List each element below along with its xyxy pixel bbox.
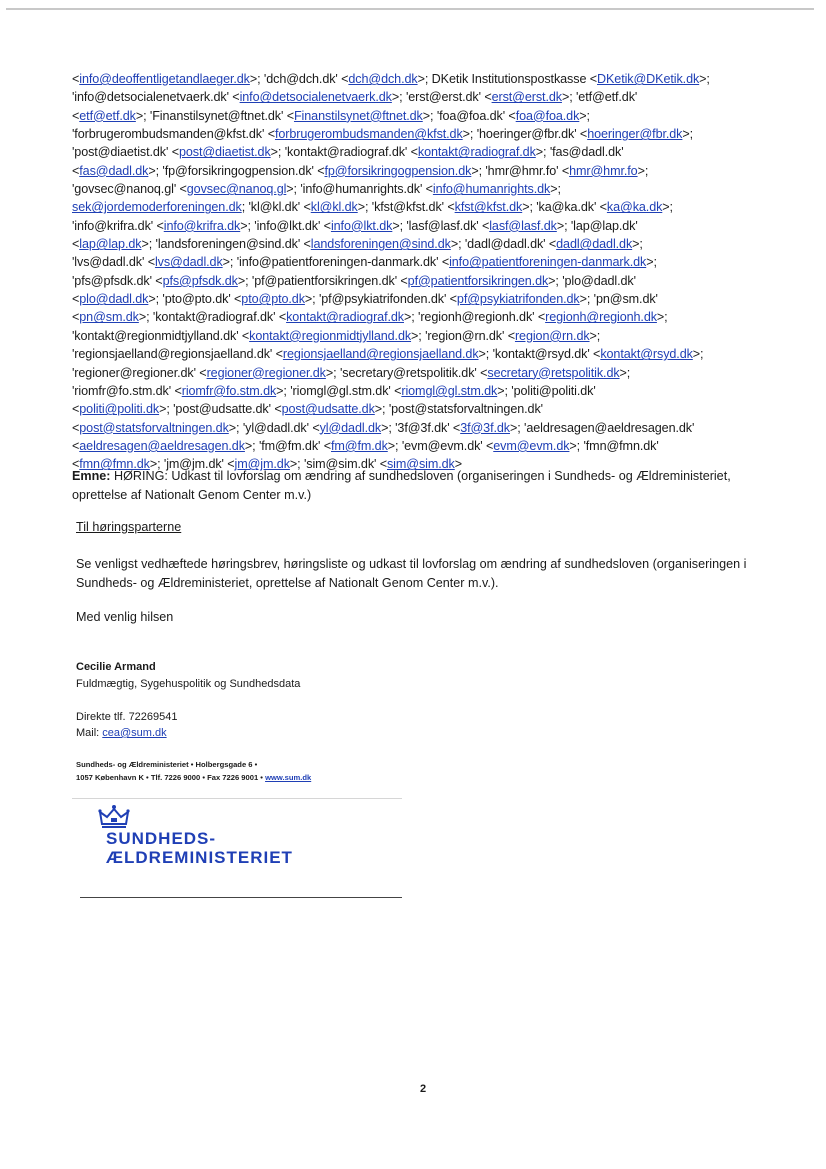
recipient-email-link[interactable]: sek@jordemoderforeningen.dk (72, 200, 242, 215)
recipient-text: >; 'plo@dadl.dk' (548, 273, 636, 288)
recipient-list (72, 70, 772, 474)
recipient-text: 'kontakt@regionmidtjylland.dk' < (72, 328, 250, 343)
closing-line: Med venlig hilsen (76, 610, 174, 624)
recipient-text: >; 'post@udsatte.dk' < (159, 402, 282, 417)
recipient-line (72, 364, 772, 382)
recipient-text: < (72, 402, 80, 417)
recipient-line (72, 107, 772, 125)
recipient-text: >; 'etf@etf.dk' (561, 90, 638, 105)
top-rule (6, 8, 814, 10)
recipient-text: >; 'lap@lap.dk' (556, 218, 638, 233)
website-link[interactable]: www.sum.dk (265, 773, 312, 782)
recipient-email-link[interactable]: lvs@dadl.dk (154, 255, 223, 270)
recipient-line (72, 253, 772, 271)
recipient-email-link[interactable]: info@krifra.dk (163, 218, 241, 233)
subject-label: Emne: (72, 469, 111, 483)
recipient-text: >; 'region@rn.dk' < (411, 328, 515, 343)
recipient-text: >; (682, 127, 694, 142)
recipient-text: >; 'hmr@hmr.fo' < (471, 163, 570, 178)
recipient-email-link[interactable]: dch@dch.dk (348, 72, 418, 86)
logo-text-line-2: ÆLDREMINISTERIET (106, 848, 293, 867)
recipient-email-link[interactable]: plo@dadl.dk (79, 292, 149, 307)
recipient-line (72, 308, 772, 326)
recipient-email-link[interactable]: pn@sm.dk (79, 310, 139, 325)
recipient-text: >; 'pf@patientforsikringen.dk' < (237, 273, 408, 288)
recipient-text: 'regioner@regioner.dk' < (72, 365, 207, 380)
recipient-text: 'info@detsocialenetvaerk.dk' < (72, 90, 240, 105)
recipient-email-link[interactable]: post@statsforvaltningen.dk (79, 420, 229, 435)
recipient-email-link[interactable]: DKetik@DKetik.dk (597, 72, 700, 86)
recipient-email-link[interactable]: lap@lap.dk (79, 237, 142, 252)
recipient-text: >; 'kontakt@rsyd.dk' < (478, 347, 601, 362)
recipient-text: >; 'pn@sm.dk' (579, 292, 658, 307)
subject-text: HØRING: Udkast til lovforslag om ændring af sundhedsloven (organiseringen i Sundheds- og Ældreministeriet, oprettelse af Nationalt Genom Center m.v.) (72, 469, 731, 502)
recipient-text: > (454, 457, 463, 472)
signature-mail-label: Mail: (76, 727, 103, 739)
recipient-text: >; 'sim@sim.dk' < (289, 457, 387, 472)
recipient-text: >; 'dadl@dadl.dk' < (450, 237, 557, 252)
email-subject (72, 467, 782, 504)
crown-icon (96, 804, 132, 830)
recipient-text: 'regionsjaelland@regionsjaelland.dk' < (72, 347, 283, 362)
signature-phone: Direkte tlf. 72269541 (76, 711, 178, 723)
address-line-1: Sundheds- og Ældreministeriet • Holbergsgade 6 • (76, 760, 258, 769)
recipient-email-link[interactable]: regionsjaelland@regionsjaelland.dk (282, 347, 479, 362)
recipient-email-link[interactable]: secretary@retspolitik.dk (487, 365, 620, 380)
recipient-email-link[interactable]: dadl@dadl.dk (556, 237, 633, 252)
recipient-text: >; 'jm@jm.dk' < (149, 457, 235, 472)
signature-mail-link[interactable]: cea@sum.dk (102, 727, 167, 739)
recipient-line (72, 88, 772, 106)
recipient-email-link[interactable]: info@humanrights.dk (432, 182, 551, 197)
recipient-email-link[interactable]: pf@patientforsikringen.dk (407, 273, 549, 288)
recipient-email-link[interactable]: fm@fm.dk (331, 438, 388, 453)
logo-text-line-1: SUNDHEDS- (106, 829, 217, 848)
recipient-email-link[interactable]: kontakt@radiograf.dk (286, 310, 404, 325)
recipient-email-link[interactable]: politi@politi.dk (79, 402, 160, 417)
recipient-text: < (72, 457, 80, 472)
body-paragraph: Se venligst vedhæftede høringsbrev, høringsliste og udkast til lovforslag om ændring af sundhedsloven (organiseringen i Sundheds- og Ældreministeriet, oprettelse af Nationalt Genom Center m.v.). (76, 557, 747, 590)
recipient-email-link[interactable]: info@detsocialenetvaerk.dk (239, 90, 392, 105)
recipient-email-link[interactable]: fp@forsikringogpension.dk (324, 163, 472, 178)
recipient-email-link[interactable]: pf@psykiatrifonden.dk (456, 292, 580, 307)
recipient-text: >; 'pf@psykiatrifonden.dk' < (304, 292, 457, 307)
recipient-text: >; 'post@statsforvaltningen.dk' (374, 402, 543, 417)
recipient-text: < (72, 420, 80, 435)
recipient-text: >; 'politi@politi.dk' (497, 383, 596, 398)
recipient-line (72, 437, 772, 455)
logo-divider (72, 798, 402, 799)
signature-mail (76, 727, 167, 739)
recipient-text: < (72, 237, 80, 252)
recipient-text: >; (550, 182, 561, 197)
recipient-email-link[interactable]: Finanstilsynet@ftnet.dk (293, 108, 423, 123)
recipient-text: >; (619, 365, 631, 380)
address-line-2-text: 1057 København K • Tlf. 7226 9000 • Fax 7226 9001 • (76, 773, 266, 782)
recipient-email-link[interactable]: govsec@nanoq.gl (186, 182, 287, 197)
recipient-text: 'forbrugerombudsmanden@kfst.dk' < (72, 127, 275, 142)
recipient-email-link[interactable]: kontakt@regionmidtjylland.dk (249, 328, 412, 343)
recipient-text: < (72, 438, 80, 453)
recipient-line (72, 327, 772, 345)
recipient-line (72, 419, 772, 437)
recipient-email-link[interactable]: landsforeningen@sind.dk (310, 237, 451, 252)
recipient-text: >; 'kontakt@radiograf.dk' < (270, 145, 418, 160)
recipient-line (72, 70, 772, 88)
address-line-2 (76, 773, 311, 782)
recipient-email-link[interactable]: fas@dadl.dk (79, 163, 149, 178)
recipient-email-link[interactable]: info@deoffentligetandlaeger.dk (79, 72, 250, 86)
recipient-line (72, 217, 772, 235)
recipient-text: 'riomfr@fo.stm.dk' < (72, 383, 182, 398)
recipient-text: 'post@diaetist.dk' < (72, 145, 179, 160)
recipient-text: >; (589, 328, 601, 343)
recipient-text: >; 'lasf@lasf.dk' < (392, 218, 490, 233)
signature-name: Cecilie Armand (76, 661, 156, 673)
recipient-email-link[interactable]: info@lkt.dk (330, 218, 393, 233)
recipient-text: 'lvs@dadl.dk' < (72, 255, 155, 270)
recipient-line (72, 143, 772, 161)
recipient-email-link[interactable]: yl@dadl.dk (319, 420, 382, 435)
recipient-text: >; 'hoeringer@fbr.dk' < (462, 127, 588, 142)
recipient-email-link[interactable]: ka@ka.dk (606, 200, 663, 215)
recipient-text: < (72, 292, 80, 307)
recipient-text: >; (632, 237, 643, 252)
recipient-text: >; (579, 108, 590, 123)
recipient-line (72, 180, 772, 198)
recipient-text: >; (662, 200, 673, 215)
recipient-text: >; 'dch@dch.dk' < (249, 72, 349, 86)
signature-title: Fuldmægtig, Sygehuspolitik og Sundhedsdata (76, 678, 301, 690)
recipient-email-link[interactable]: lasf@lasf.dk (489, 218, 557, 233)
bottom-rule (80, 897, 402, 898)
recipient-email-link[interactable]: erst@erst.dk (491, 90, 562, 105)
recipient-email-link[interactable]: sim@sim.dk (386, 457, 455, 472)
recipient-text: >; 'ka@ka.dk' < (522, 200, 607, 215)
page-number: 2 (420, 1083, 427, 1095)
recipient-text: >; 'fas@dadl.dk' (535, 145, 624, 160)
recipient-line (72, 290, 772, 308)
recipient-text: >; 'fmn@fmn.dk' (569, 438, 659, 453)
recipient-email-link[interactable]: aeldresagen@aeldresagen.dk (79, 438, 245, 453)
recipient-line (72, 345, 772, 363)
recipient-email-link[interactable]: regioner@regioner.dk (206, 365, 326, 380)
recipient-text: >; (699, 72, 710, 86)
recipient-text: >; (692, 347, 704, 362)
recipient-email-link[interactable]: foa@foa.dk (515, 108, 580, 123)
recipient-text: >; 'aeldresagen@aeldresagen.dk' (509, 420, 695, 435)
recipient-text: 'pfs@pfsdk.dk' < (72, 273, 163, 288)
recipient-text: >; 'regionh@regionh.dk' < (403, 310, 546, 325)
recipient-text: >; 'landsforeningen@sind.dk' < (141, 237, 311, 252)
recipient-text: < (72, 72, 80, 86)
recipient-text: >; (656, 310, 668, 325)
recipient-email-link[interactable]: kfst@kfst.dk (454, 200, 523, 215)
recipient-line (72, 382, 772, 400)
recipient-text: >; 'riomgl@gl.stm.dk' < (276, 383, 402, 398)
recipient-text: >; 'yl@dadl.dk' < (228, 420, 320, 435)
recipient-text: >; 'kfst@kfst.dk' < (357, 200, 455, 215)
recipient-email-link[interactable]: kl@kl.dk (310, 200, 358, 215)
recipient-text: >; 'erst@erst.dk' < (391, 90, 492, 105)
recipient-email-link[interactable]: post@diaetist.dk (178, 145, 271, 160)
recipient-text: >; 'secretary@retspolitik.dk' < (325, 365, 488, 380)
recipient-text: < (72, 310, 80, 325)
recipient-text: < (72, 108, 80, 123)
recipient-text: >; 'fp@forsikringogpension.dk' < (148, 163, 325, 178)
recipient-text: ; 'kl@kl.dk' < (241, 200, 311, 215)
recipient-text: >; 'foa@foa.dk' < (422, 108, 516, 123)
recipient-text: >; (646, 255, 657, 270)
recipient-email-link[interactable]: kontakt@radiograf.dk (417, 145, 536, 160)
recipient-email-link[interactable]: region@rn.dk (514, 328, 590, 343)
recipient-email-link[interactable]: fmn@fmn.dk (79, 457, 150, 472)
recipient-email-link[interactable]: hmr@hmr.fo (569, 163, 638, 178)
recipient-text: >; DKetik Institutionspostkasse < (417, 72, 597, 86)
recipient-text: >; 'info@humanrights.dk' < (286, 182, 433, 197)
recipient-text: >; 'info@lkt.dk' < (240, 218, 331, 233)
recipient-line (72, 400, 772, 418)
recipient-line (72, 272, 772, 290)
recipient-text: >; '3f@3f.dk' < (381, 420, 461, 435)
recipient-text: >; 'evm@evm.dk' < (387, 438, 494, 453)
recipient-email-link[interactable]: kontakt@rsyd.dk (600, 347, 693, 362)
recipient-text: 'info@krifra.dk' < (72, 218, 164, 233)
recipient-email-link[interactable]: riomgl@gl.stm.dk (401, 383, 498, 398)
recipient-email-link[interactable]: hoeringer@fbr.dk (587, 127, 683, 142)
recipient-line (72, 198, 772, 216)
recipient-email-link[interactable]: evm@evm.dk (493, 438, 570, 453)
recipient-text: >; (637, 163, 649, 178)
recipient-line (72, 235, 772, 253)
salutation: Til høringsparterne (76, 520, 182, 534)
recipient-email-link[interactable]: etf@etf.dk (79, 108, 136, 123)
recipient-email-link[interactable]: riomfr@fo.stm.dk (181, 383, 277, 398)
recipient-line (72, 125, 772, 143)
recipient-text: 'govsec@nanoq.gl' < (72, 182, 187, 197)
recipient-text: >; 'kontakt@radiograf.dk' < (138, 310, 287, 325)
recipient-email-link[interactable]: post@udsatte.dk (281, 402, 375, 417)
recipient-email-link[interactable]: pfs@pfsdk.dk (162, 273, 238, 288)
recipient-email-link[interactable]: regionh@regionh.dk (545, 310, 657, 325)
recipient-email-link[interactable]: jm@jm.dk (234, 457, 290, 472)
recipient-text: >; 'info@patientforeningen-danmark.dk' < (222, 255, 450, 270)
recipient-text: >; 'pto@pto.dk' < (148, 292, 242, 307)
recipient-email-link[interactable]: 3f@3f.dk (460, 420, 510, 435)
recipient-text: >; 'fm@fm.dk' < (244, 438, 331, 453)
recipient-email-link[interactable]: pto@pto.dk (241, 292, 305, 307)
recipient-line (72, 162, 772, 180)
recipient-email-link[interactable]: info@patientforeningen-danmark.dk (449, 255, 647, 270)
recipient-text: < (72, 163, 80, 178)
recipient-email-link[interactable]: forbrugerombudsmanden@kfst.dk (274, 127, 463, 142)
recipient-text: >; 'Finanstilsynet@ftnet.dk' < (135, 108, 294, 123)
